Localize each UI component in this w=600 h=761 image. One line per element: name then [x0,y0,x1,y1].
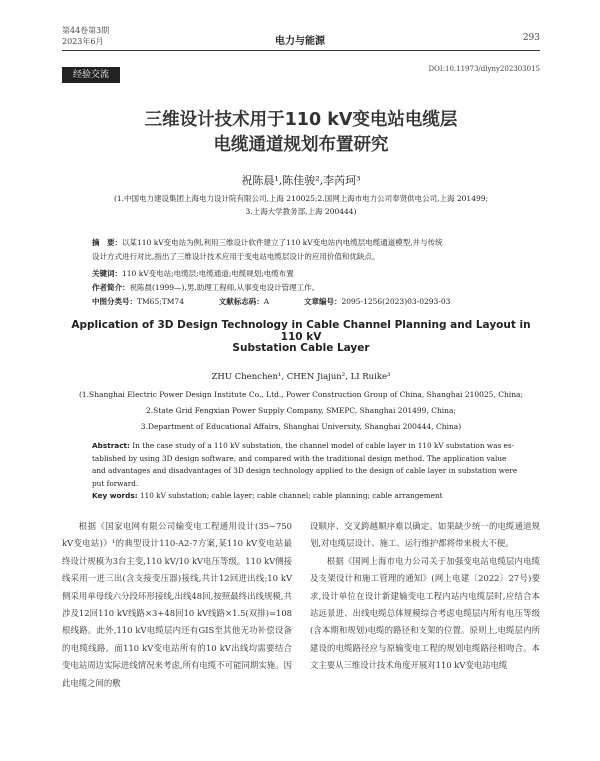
body-paragraph: 设顺序、交叉跨越顺序难以确定。如果缺少统一的电缆通道规划,对电缆层设计、施工、运行维护都将带来极大不便。 [310,521,540,549]
doi: DOI:10.11973/dlyny202303015 [428,65,540,73]
abstract-en-line4: put forward. [92,478,139,488]
abstract-en-line1: In the case study of a 110 kV substation, the channel model of cable layer in 110 kV substation was es- [132,441,515,450]
keywords-en-label: Key words: [92,491,138,500]
body-column-left [62,518,292,692]
body-column-right [310,518,540,675]
author-bio-label: 作者简介： [92,283,130,292]
keywords-cn-label: 关键词： [92,269,122,278]
article-no-label: 文章编号： [303,297,342,306]
journal-volume: 第44卷第3期 [62,26,110,35]
affiliation-en-3: 3.Department of Educational Affairs, Shanghai University, Shanghai 200444, China) [140,422,462,431]
body-paragraph: 根据《国网上海市电力公司关于加强变电站电缆层内电缆及支架设计和施工管理的通知》(网上电建〔2022〕27号)要求,设计单位在设计新建输变电工程内站内电缆层时,应结合本站远景进、出线电缆总体规模综合考虑电缆层内所有电压等级(含本期和规划)电缆的路径和支架的位置。原则上,电缆层内所建设的电缆路径应与原输变电工程的规划电缆路径相吻合。本文主要从三维设计技术角度开展对110 kV变电站电缆 [310,555,540,671]
body-paragraph: 根据《国家电网有限公司输变电工程通用设计(35~750 kV变电站)》¹的典型设计110-A2-7方案,某110 kV变电站最终设计规模为3台主变,110 kV/10 kV电压等级。110 kV侧接线采用一进三出(含支接变压器)接线,共计12回进出线;10 kV侧采用单母线六分段环形接线,出线48回,按照最终出线规模,共涉及12回110 kV线路×3+48回10 kV线路×1.5(双排)=108根线路。此外,110 kV电缆层内还有GIS至其他无功补偿设备的电缆线路。面110 kV变电站所有的10 kV出线均需要结合变电站周边实际进线情况来考虑,所有电缆不可能同期实施。因此电缆之间的敷 [62,521,292,688]
title-en-line1: Application of 3D Design Technology in Cable Channel Planning and Layout in 110 kV [71,319,531,343]
author-bio [92,281,522,295]
abstract-cn-line2: 设计方式进行对比,指出了三维设计技术应用于变电站电缆层设计的应用价值和优缺点。 [92,252,380,261]
authors-en: ZHU Chenchen¹, CHEN Jiajun², LI Ruike³ [211,372,391,382]
article-no-value: 2095-1256(2023)03-0293-03 [341,297,451,306]
page-number: 293 [522,33,540,43]
journal-date: 2023年6月 [62,37,104,46]
clc-label: 中图分类号： [92,297,137,306]
abstract-en [92,440,522,490]
affiliation-cn-1: (1.中国电力建设集团上海电力设计院有限公司,上海 210025;2.国网上海市电力公司奉贤供电公司,上海 201499; [113,194,489,203]
affiliation-en-1: (1.Shanghai Electric Power Design Institute Co., Ltd., Power Construction Group of China, Shanghai 210025, China; [78,390,524,399]
keywords-cn-value: 110 kV变电站;电缆层;电缆通道;电缆规划;电缆布置 [122,269,294,278]
doc-code-label: 文献标志码： [218,297,264,306]
affiliation-en-2: 2.State Grid Fengxian Power Supply Company, SMEPC, Shanghai 201499, China; [145,406,457,415]
title-en-line2: Substation Cable Layer [232,342,370,354]
classification-line [92,295,522,309]
clc-value: TM65;TM74 [137,297,184,306]
abstract-en-line3: and advantages and disadvantages of 3D design technology applied to the design of cable layer in substation were [92,466,518,475]
section-tag: 经验交流 [62,67,120,83]
abstract-cn-line1: 以某110 kV变电站为例,利用三维设计软件建立了110 kV变电站内电缆层电缆通道模型,并与传统 [122,238,443,247]
keywords-en-value: 110 kV substation; cable layer; cable channel; cable planning; cable arrangement [139,491,443,500]
abstract-en-label: Abstract: [92,441,130,450]
author-bio-value: 祝陈晨(1999—),男,助理工程师,从事变电设计管理工作。 [129,283,320,292]
title-cn-line1: 三维设计技术用于110 kV变电站电缆层 [144,110,458,130]
abstract-en-line2: tablished by using 3D design software, and compared with the traditional design method. The application value [92,453,507,463]
affiliation-cn-2: 3.上海大学教务部,上海 200444) [245,207,357,216]
authors-cn: 祝陈晨¹,陈佳骏²,李芮珂³ [241,174,361,187]
title-cn-line2: 电缆通道规划布置研究 [213,135,389,155]
keywords-en [92,490,522,503]
abstract-cn-label: 摘 要： [92,238,122,247]
keywords-cn [92,267,522,281]
abstract-cn [92,236,522,264]
journal-name: 电力与能源 [275,36,325,47]
doc-code-value: A [263,297,270,306]
header-rule [62,50,540,51]
